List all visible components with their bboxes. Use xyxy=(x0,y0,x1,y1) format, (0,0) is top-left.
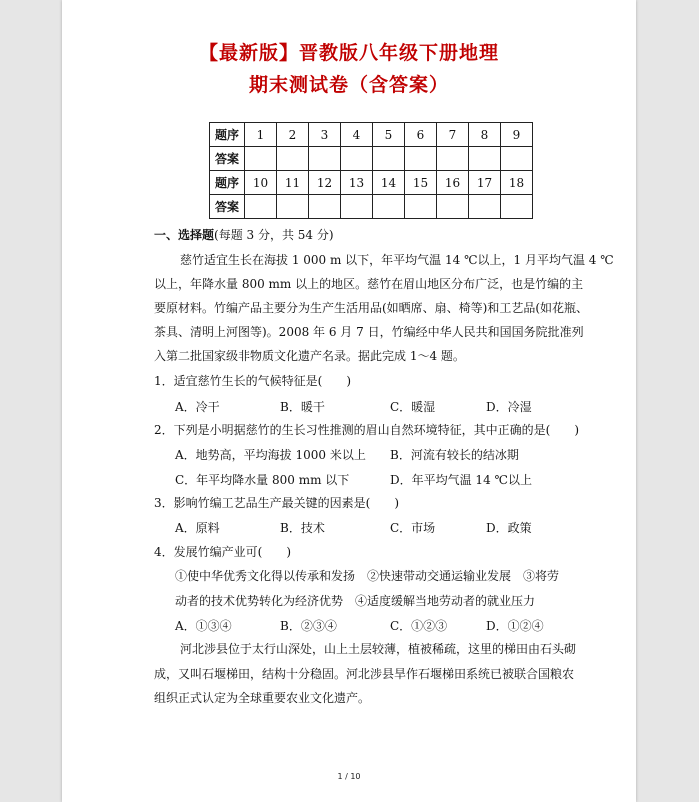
section-note: (每题 3 分，共 54 分) xyxy=(214,228,334,242)
section-title: 一、选择题 xyxy=(154,228,215,242)
question-number: 9 xyxy=(501,123,533,147)
answer-cell[interactable] xyxy=(309,195,341,219)
question-number: 8 xyxy=(469,123,501,147)
passage-line: 成，又叫石堰梯田，结构十分稳固。河北涉县旱作石堰梯田系统已被联合国粮农 xyxy=(154,667,575,681)
answer-cell[interactable] xyxy=(405,147,437,171)
q4-option-d[interactable]: D．①②④ xyxy=(486,619,544,633)
question-number: 3 xyxy=(309,123,341,147)
question-number: 18 xyxy=(501,171,533,195)
passage-line: 河北涉县位于太行山深处，山上土层较薄，植被稀疏，这里的梯田由石头砌 xyxy=(180,642,577,656)
answer-cell[interactable] xyxy=(469,195,501,219)
question-number: 6 xyxy=(405,123,437,147)
answer-cell[interactable] xyxy=(341,195,373,219)
answer-cell[interactable] xyxy=(437,195,469,219)
q2-option-c[interactable]: C．年平均降水量 800 mm 以下 xyxy=(175,473,350,487)
q1-option-c[interactable]: C．暖湿 xyxy=(390,400,436,414)
answer-cell[interactable] xyxy=(469,147,501,171)
question-number: 11 xyxy=(277,171,309,195)
passage-line: 慈竹适宜生长在海拔 1 000 m 以下，年平均气温 14 ℃以上，1 月平均气温 4 ℃ xyxy=(180,253,614,267)
q2-option-b[interactable]: B．河流有较长的结冰期 xyxy=(390,448,519,462)
q2-option-d[interactable]: D．年平均气温 14 ℃以上 xyxy=(390,473,532,487)
question-3-stem: 3．影响竹编工艺品生产最关键的因素是( ) xyxy=(154,496,399,510)
table-row xyxy=(210,123,533,147)
question-number: 7 xyxy=(437,123,469,147)
q3-option-b[interactable]: B．技术 xyxy=(280,521,325,535)
row-label-answer: 答案 xyxy=(210,147,245,171)
table-row xyxy=(210,171,533,195)
answer-cell[interactable] xyxy=(405,195,437,219)
passage-line: 以上，年降水量 800 mm 以上的地区。慈竹在眉山地区分布广泛，也是竹编的主 xyxy=(154,277,584,291)
page-title: 【最新版】晋教版八年级下册地理 xyxy=(198,42,499,64)
row-label-question: 题序 xyxy=(210,171,245,195)
q4-statement-line: ①使中华优秀文化得以传承和发扬 ②快速带动交通运输业发展 ③将劳 xyxy=(175,569,560,583)
q4-option-a[interactable]: A．①③④ xyxy=(175,619,232,633)
section-heading xyxy=(154,227,334,243)
answer-cell[interactable] xyxy=(277,195,309,219)
answer-cell[interactable] xyxy=(501,147,533,171)
answer-cell[interactable] xyxy=(245,195,277,219)
question-number: 2 xyxy=(277,123,309,147)
q1-option-a[interactable]: A．冷干 xyxy=(175,400,220,414)
q4-option-c[interactable]: C．①②③ xyxy=(390,619,448,633)
answer-cell[interactable] xyxy=(501,195,533,219)
question-number: 12 xyxy=(309,171,341,195)
question-number: 1 xyxy=(245,123,277,147)
q3-option-d[interactable]: D．政策 xyxy=(486,521,532,535)
question-number: 4 xyxy=(341,123,373,147)
answer-cell[interactable] xyxy=(341,147,373,171)
q4-option-b[interactable]: B．②③④ xyxy=(280,619,337,633)
answer-cell[interactable] xyxy=(277,147,309,171)
question-number: 10 xyxy=(245,171,277,195)
question-number: 17 xyxy=(469,171,501,195)
answer-cell[interactable] xyxy=(373,195,405,219)
passage-line: 组织正式认定为全球重要农业文化遗产。 xyxy=(154,691,371,705)
question-number: 15 xyxy=(405,171,437,195)
passage-line: 茶具、清明上河图等)。2008 年 6 月 7 日，竹编经中华人民共和国国务院批准列 xyxy=(154,325,584,339)
answer-cell[interactable] xyxy=(309,147,341,171)
answer-cell[interactable] xyxy=(245,147,277,171)
document-page xyxy=(62,0,636,802)
passage-line: 入第二批国家级非物质文化遗产名录。据此完成 1～4 题。 xyxy=(154,349,465,363)
q1-option-d[interactable]: D．冷湿 xyxy=(486,400,532,414)
answer-cell[interactable] xyxy=(373,147,405,171)
question-number: 5 xyxy=(373,123,405,147)
question-4-stem: 4．发展竹编产业可( ) xyxy=(154,545,291,559)
question-1-stem: 1．适宜慈竹生长的气候特征是( ) xyxy=(154,374,351,388)
question-number: 13 xyxy=(341,171,373,195)
answer-cell[interactable] xyxy=(437,147,469,171)
row-label-question: 题序 xyxy=(210,123,245,147)
answer-table xyxy=(209,122,533,219)
q3-option-c[interactable]: C．市场 xyxy=(390,521,436,535)
table-row xyxy=(210,195,533,219)
passage-line: 要原材料。竹编产品主要分为生产生活用品(如晒席、扇、椅等)和工艺品(如花瓶、 xyxy=(154,301,589,315)
question-2-stem: 2．下列是小明据慈竹的生长习性推测的眉山自然环境特征，其中正确的是( ) xyxy=(154,423,580,437)
row-label-answer: 答案 xyxy=(210,195,245,219)
page-subtitle: 期末测试卷（含答案） xyxy=(248,74,449,96)
q2-option-a[interactable]: A．地势高，平均海拔 1000 米以上 xyxy=(175,448,366,462)
question-number: 16 xyxy=(437,171,469,195)
question-number: 14 xyxy=(373,171,405,195)
page-number: 1 / 10 xyxy=(337,772,361,781)
q1-option-b[interactable]: B．暖干 xyxy=(280,400,325,414)
q4-statement-line: 动者的技术优势转化为经济优势 ④适度缓解当地劳动者的就业压力 xyxy=(175,594,536,608)
table-row xyxy=(210,147,533,171)
q3-option-a[interactable]: A．原料 xyxy=(175,521,220,535)
